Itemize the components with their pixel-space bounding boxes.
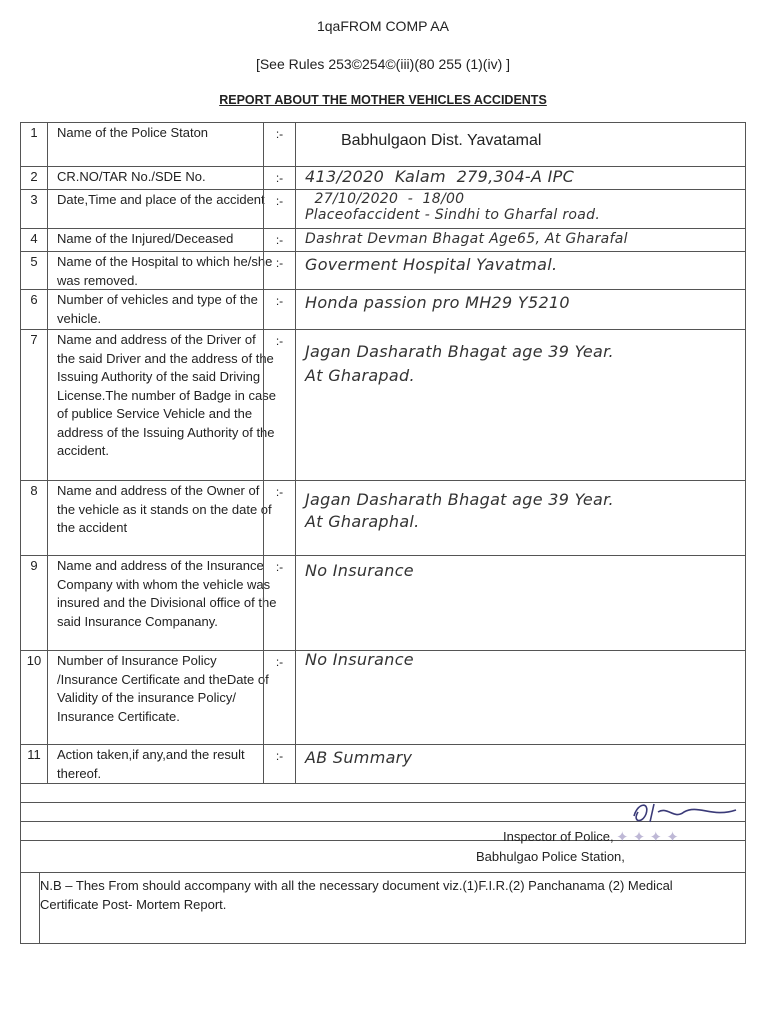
table-row <box>20 555 746 650</box>
report-table <box>20 122 746 897</box>
hospital-value: Goverment Hospital Yavatmal. <box>297 252 746 289</box>
stamp-mark: ✦ ✦ ✦ ✦ <box>616 829 679 846</box>
accident-details-value: 27/10/2020 - 18/00 Placeofaccident - Sindhi to Gharfal road. <box>297 190 746 228</box>
row-separator: :- <box>263 252 296 289</box>
insurance-policy-value: No Insurance <box>297 651 746 744</box>
row-label: Name of the Hospital to which he/she was removed. <box>57 254 273 288</box>
report-title: REPORT ABOUT THE MOTHER VEHICLES ACCIDENTS <box>219 93 547 107</box>
rules-reference: [See Rules 253©254©(iii)(80 255 (1)(iv) ] <box>255 56 511 72</box>
row-number: 6 <box>20 290 48 329</box>
row-label: Action taken,if any,and the result thereof. <box>57 747 245 781</box>
row-label: Name and address of the Insurance Company with whom the vehicle was insured and the Divisional office of the said Insurance Companany. <box>57 558 277 629</box>
row-label: Name and address of the Owner of the vehicle as it stands on the date of the accident <box>57 483 272 535</box>
row-separator: :- <box>263 330 296 480</box>
row-separator: :- <box>263 123 296 166</box>
table-row <box>20 329 746 480</box>
table-row <box>20 166 746 189</box>
row-number: 8 <box>20 481 48 555</box>
row-number: 7 <box>20 330 48 480</box>
table-row <box>20 289 746 329</box>
row-separator: :- <box>263 167 296 189</box>
signature-mark <box>628 798 738 832</box>
row-number: 1 <box>20 123 48 166</box>
row-label: Date,Time and place of the accident <box>57 192 265 207</box>
cr-number-value: 413/2020 Kalam 279,304-A IPC <box>297 167 746 189</box>
row-label: Name of the Police Staton <box>57 125 209 140</box>
row-number: 2 <box>20 167 48 189</box>
row-separator: :- <box>263 481 296 555</box>
signature-station: Babhulgao Police Station, <box>476 849 625 864</box>
row-label: Number of Insurance Policy /Insurance Certificate and theDate of Validity of the insurance Policy/ Insurance Certificate. <box>57 653 269 724</box>
driver-value: Jagan Dasharath Bhagat age 39 Year. At Gharapad. <box>297 330 746 480</box>
row-label: Number of vehicles and type of the vehicle. <box>57 292 258 326</box>
note-text: N.B – Thes From should accompany with all the necessary document viz.(1)F.I.R.(2) Panchanama (2) Medical Certificate Post- Mortem Report. <box>40 878 673 912</box>
table-row <box>20 744 746 783</box>
vehicle-value: Honda passion pro MH29 Y5210 <box>297 290 746 329</box>
row-number: 9 <box>20 556 48 650</box>
police-station-value: Babhulgaon Dist. Yavatamal <box>297 123 746 166</box>
form-title: 1qaFROM COMP AA <box>316 18 449 34</box>
row-number: 4 <box>20 229 48 251</box>
row-number: 3 <box>20 190 48 228</box>
signature-designation: Inspector of Police, <box>503 829 614 844</box>
owner-value: Jagan Dasharath Bhagat age 39 Year. At Gharaphal. <box>297 481 746 555</box>
insurance-company-value: No Insurance <box>297 556 746 650</box>
row-label: CR.NO/TAR No./SDE No. <box>57 169 206 184</box>
row-separator: :- <box>263 190 296 228</box>
action-value: AB Summary <box>297 745 746 783</box>
table-row <box>20 480 746 555</box>
row-number: 5 <box>20 252 48 289</box>
row-separator: :- <box>263 556 296 650</box>
row-separator: :- <box>263 229 296 251</box>
row-separator: :- <box>263 290 296 329</box>
injured-name-value: Dashrat Devman Bhagat Age65, At Gharafal <box>297 229 746 251</box>
row-separator: :- <box>263 745 296 783</box>
row-number: 10 <box>20 651 48 744</box>
table-row <box>20 189 746 228</box>
row-label: Name and address of the Driver of the said Driver and the address of the Issuing Authority of the said Driving License.The number of Badge in case of publice Service Vehicle and the address of the Issuing Authority of the accident. <box>57 332 276 458</box>
row-separator: :- <box>263 651 296 744</box>
table-row <box>20 228 746 251</box>
row-number: 11 <box>20 745 48 783</box>
table-row <box>20 650 746 744</box>
table-row <box>20 251 746 289</box>
table-row <box>20 122 746 166</box>
row-label: Name of the Injured/Deceased <box>57 231 234 246</box>
